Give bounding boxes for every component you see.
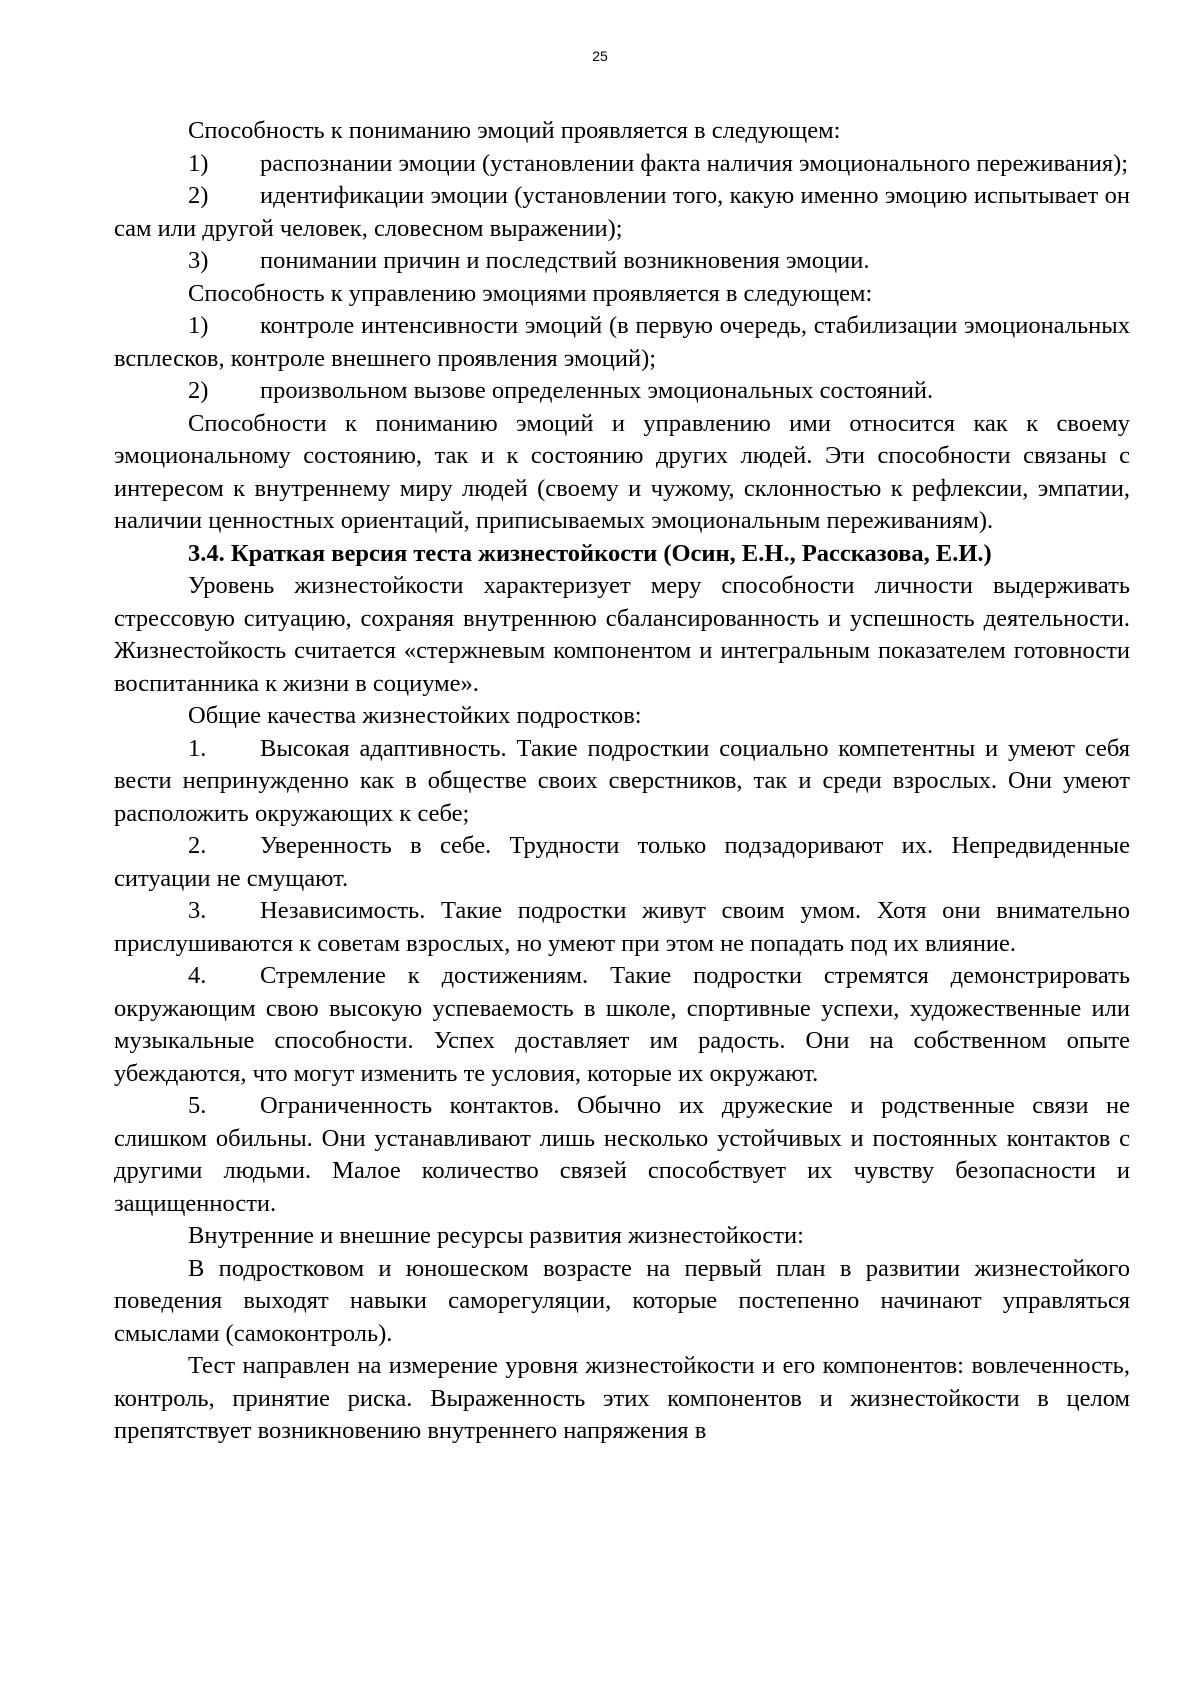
list-item	[114, 830, 1130, 895]
paragraph-test: Тест направлен на измерение уровня жизнестойкости и его компонентов: вовлеченность, контроль, принятие риска. Выраженность этих компонентов и жизнестойкости в целом препятствует возникновению внутреннего напряжения в	[114, 1352, 1130, 1444]
list-item-number: 5.	[188, 1092, 207, 1119]
list-item-text: распознании эмоции (установлении факта наличия эмоционального переживания);	[260, 149, 1129, 177]
qualities-intro: Общие качества жизнестойких подростков:	[188, 702, 642, 729]
list-item-text: Высокая адаптивность. Такие подросткии социально компетентны и умеют себя вести непринужденно как в обществе своих сверстников, так и среди взрослых. Они умеют расположить окружающих к себе;	[114, 734, 1130, 827]
list-item-number: 4.	[188, 962, 207, 989]
list-item-number: 2.	[188, 832, 207, 859]
paragraph-resources: В подростковом и юношеском возрасте на первый план в развитии жизнестойкого поведения выходят навыки саморегуляции, которые постепенно начинают управляться смыслами (самоконтроль).	[114, 1254, 1130, 1347]
list-item-text: идентификации эмоции (установлении того, какую именно эмоцию испытывает он сам или другой человек, словесном выражении);	[114, 182, 1130, 242]
list-item	[114, 148, 1130, 181]
list-item-text: Независимость. Такие подростки живут своим умом. Хотя они внимательно прислушиваются к советам взрослых, но умеют при этом не попадать под их влияние.	[114, 897, 1130, 957]
list-item-number: 2)	[188, 377, 209, 404]
list-item-number: 3.	[188, 897, 207, 924]
list-item-number: 2)	[188, 182, 209, 209]
list-item-number: 1)	[188, 149, 209, 177]
page-body	[114, 115, 1130, 1448]
list-item-text: Ограниченность контактов. Обычно их дружеские и родственные связи не слишком обильны. Они устанавливают лишь несколько устойчивых и постоянных контактов с другими людьми. Малое количество связей способствует их чувству безопасности и защищенности.	[114, 1092, 1130, 1217]
paragraph-level: Уровень жизнестойкости характеризует меру способности личности выдерживать стрессовую ситуацию, сохраняя внутреннюю сбалансированность и успешность деятельности. Жизнестойкость считается «стержневым компонентом и интегральным показателем готовности воспитанника к жизни в социуме».	[114, 572, 1130, 697]
list-item	[114, 375, 1130, 408]
section-heading: 3.4. Краткая версия теста жизнестойкости (Осин, Е.Н., Рассказова, Е.И.)	[188, 539, 992, 567]
list-item	[114, 895, 1130, 960]
list-item	[114, 310, 1130, 375]
list-item-number: 1.	[188, 734, 207, 762]
section2-intro: Способность к управлению эмоциями проявляется в следующем:	[188, 279, 873, 307]
list-item	[114, 960, 1130, 1090]
resources-intro: Внутренние и внешние ресурсы развития жизнестойкости:	[188, 1222, 804, 1249]
section1-intro: Способность к пониманию эмоций проявляется в следующем:	[188, 117, 841, 144]
list-item	[114, 1090, 1130, 1220]
list-item-text: Стремление к достижениям. Такие подростки стремятся демонстрировать окружающим свою высокую успеваемость в школе, спортивные успехи, художественные или музыкальные способности. Успех доставляет им радость. Они на собственном опыте убеждаются, что могут изменить те условия, которые их окружают.	[114, 962, 1130, 1087]
list-item	[114, 245, 1130, 278]
list-item-text: контроле интенсивности эмоций (в первую очередь, стабилизации эмоциональных всплесков, контроле внешнего проявления эмоций);	[114, 312, 1130, 372]
list-item	[114, 180, 1130, 245]
list-item-number: 3)	[188, 247, 209, 274]
list-item-text: Уверенность в себе. Трудности только подзадоривают их. Непредвиденные ситуации не смущают.	[114, 832, 1130, 892]
list-item-text: понимании причин и последствий возникновения эмоции.	[260, 247, 870, 274]
list-item-text: произвольном вызове определенных эмоциональных состояний.	[260, 377, 934, 404]
list-item	[114, 733, 1130, 831]
page-number: 25	[592, 48, 608, 64]
paragraph-abilities: Способности к пониманию эмоций и управлению ими относится как к своему эмоциональному состоянию, так и к состоянию других людей. Эти способности связаны с интересом к внутреннему миру людей (своему и чужому, склонностью к рефлексии, эмпатии, наличии ценностных ориентаций, приписываемых эмоциональным переживаниям).	[114, 409, 1130, 534]
list-item-number: 1)	[188, 312, 209, 339]
